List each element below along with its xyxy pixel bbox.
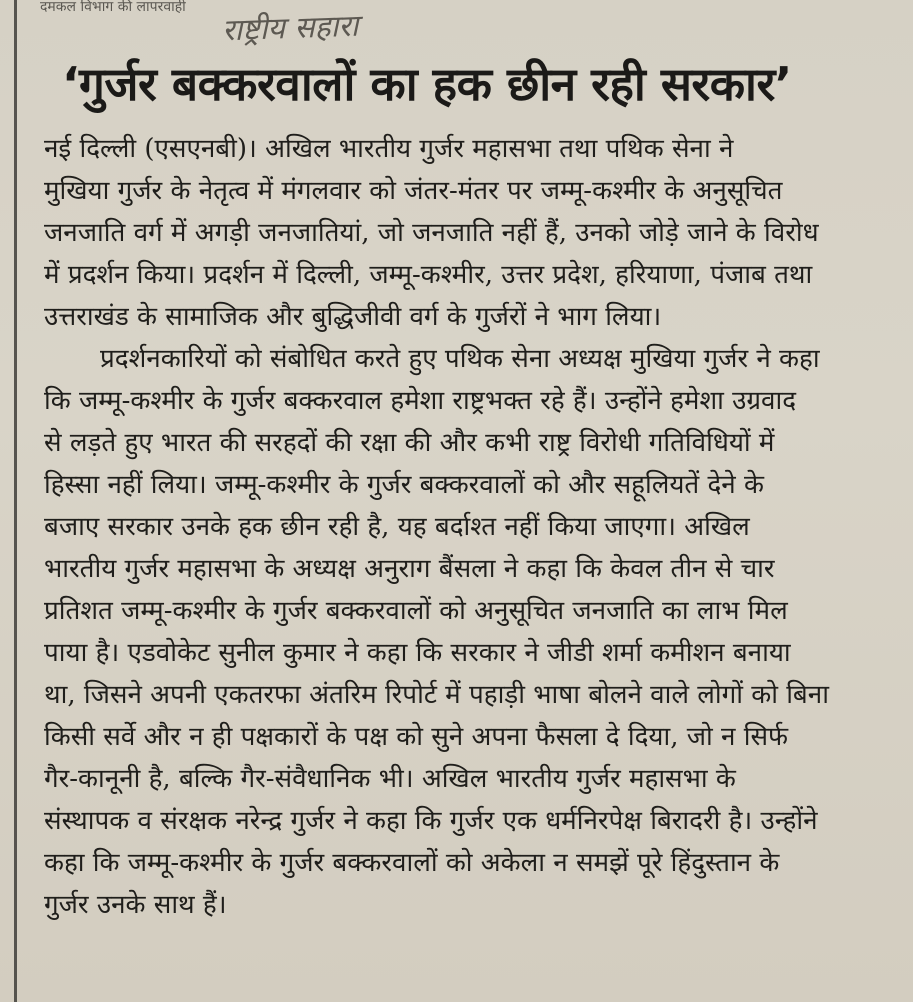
article-body: [44, 128, 890, 926]
body-line: संस्थापक व संरक्षक नरेन्द्र गुर्जर ने कहा कि गुर्जर एक धर्मनिरपेक्ष बिरादरी है। उन्होंने: [44, 806, 818, 836]
headline: ‘गुर्जर बक्करवालों का हक छीन रही सरकार’: [62, 57, 792, 111]
body-line: हिस्सा नहीं लिया। जम्मू-कश्मीर के गुर्जर बक्करवालों को और सहूलियतें देने के: [44, 470, 764, 500]
body-line: बजाए सरकार उनके हक छीन रही है, यह बर्दाश्त नहीं किया जाएगा। अखिल: [44, 512, 750, 542]
body-line: किसी सर्वे और न ही पक्षकारों के पक्ष को सुने अपना फैसला दे दिया, जो न सिर्फ: [44, 722, 789, 752]
body-line: प्रदर्शनकारियों को संबोधित करते हुए पथिक सेना अध्यक्ष मुखिया गुर्जर ने कहा: [100, 344, 820, 374]
body-line: उत्तराखंड के सामाजिक और बुद्धिजीवी वर्ग के गुर्जरों ने भाग लिया।: [44, 302, 662, 332]
body-line: से लड़ते हुए भारत की सरहदों की रक्षा की और कभी राष्ट्र विरोधी गतिविधियों में: [44, 428, 775, 458]
body-line: गुर्जर उनके साथ हैं।: [44, 890, 227, 920]
column-rule: [14, 0, 17, 1002]
body-line: प्रतिशत जम्मू-कश्मीर के गुर्जर बक्करवालों को अनुसूचित जनजाति का लाभ मिल: [44, 596, 788, 626]
body-line: कि जम्मू-कश्मीर के गुर्जर बक्करवाल हमेशा राष्ट्रभक्त रहे हैं। उन्होंने हमेशा उग्रवाद: [44, 386, 797, 416]
body-line: गैर-कानूनी है, बल्कि गैर-संवैधानिक भी। अखिल भारतीय गुर्जर महासभा के: [44, 764, 736, 794]
handwritten-source-note: राष्ट्रीय सहारा: [221, 8, 359, 49]
previous-article-fragment: दमकल विभाग की लापरवाही: [40, 0, 186, 15]
body-line: जनजाति वर्ग में अगड़ी जनजातियां, जो जनजाति नहीं हैं, उनको जोड़े जाने के विरोध: [44, 218, 819, 248]
body-line: भारतीय गुर्जर महासभा के अध्यक्ष अनुराग बैंसला ने कहा कि केवल तीन से चार: [44, 554, 775, 584]
body-line: नई दिल्ली (एसएनबी)। अखिल भारतीय गुर्जर महासभा तथा पथिक सेना ने: [44, 134, 734, 164]
body-line: में प्रदर्शन किया। प्रदर्शन में दिल्ली, जम्मू-कश्मीर, उत्तर प्रदेश, हरियाणा, पंजाब तथा: [44, 260, 813, 290]
body-line: पाया है। एडवोकेट सुनील कुमार ने कहा कि सरकार ने जीडी शर्मा कमीशन बनाया: [44, 638, 791, 668]
body-line: था, जिसने अपनी एकतरफा अंतरिम रिपोर्ट में पहाड़ी भाषा बोलने वाले लोगों को बिना: [44, 680, 829, 710]
body-line: मुखिया गुर्जर के नेतृत्व में मंगलवार को जंतर-मंतर पर जम्मू-कश्मीर के अनुसूचित: [44, 176, 783, 206]
body-line: कहा कि जम्मू-कश्मीर के गुर्जर बक्करवालों को अकेला न समझें पूरे हिंदुस्तान के: [44, 848, 780, 878]
